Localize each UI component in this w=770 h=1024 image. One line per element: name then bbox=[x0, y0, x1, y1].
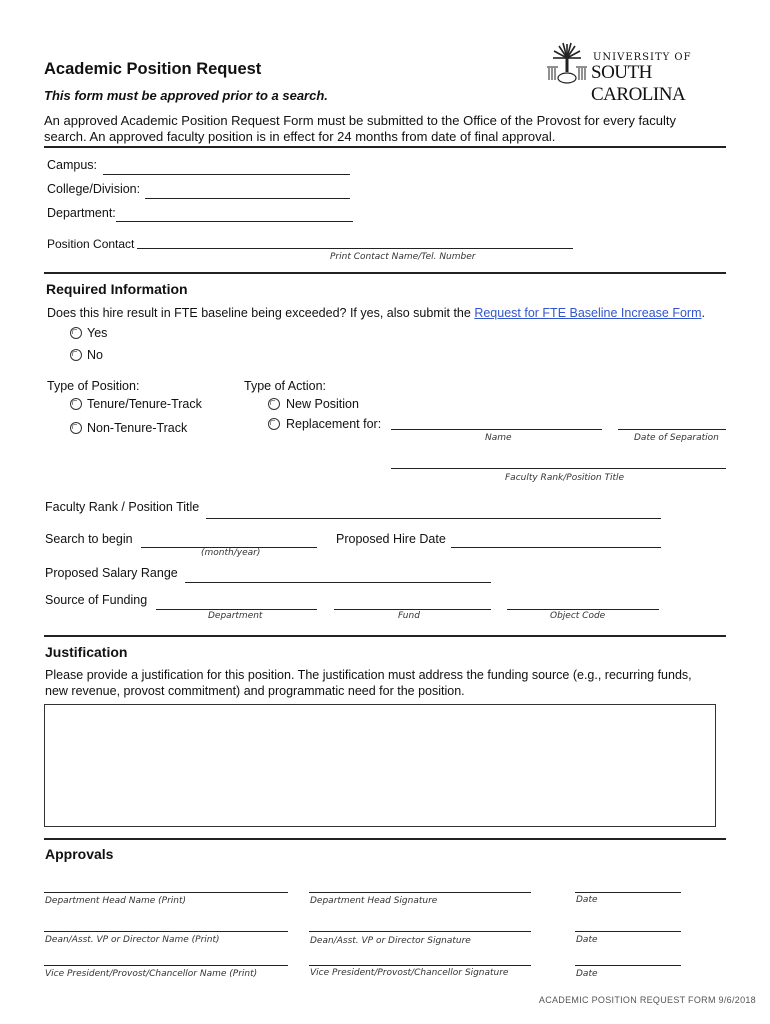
divider bbox=[44, 635, 726, 637]
fte-increase-form-link[interactable]: Request for FTE Baseline Increase Form bbox=[474, 306, 702, 320]
hire-date-field[interactable] bbox=[451, 547, 661, 548]
search-begin-label: Search to begin bbox=[45, 532, 133, 546]
position-contact-label: Position Contact bbox=[47, 237, 135, 251]
funding-fund-field[interactable] bbox=[334, 609, 491, 610]
tenure-track-radio[interactable] bbox=[70, 398, 82, 410]
replacement-label: Replacement for: bbox=[286, 417, 382, 431]
replacement-rank-field[interactable] bbox=[391, 468, 726, 469]
department-caption: Department bbox=[208, 611, 263, 621]
divider bbox=[44, 146, 726, 148]
salary-range-field[interactable] bbox=[185, 582, 491, 583]
approval-name-caption-2: Dean/Asst. VP or Director Name (Print) bbox=[45, 935, 220, 945]
approval-signature-field-2[interactable] bbox=[309, 931, 531, 932]
approval-date-field-2[interactable] bbox=[575, 931, 681, 932]
salary-range-label: Proposed Salary Range bbox=[45, 566, 178, 580]
fte-question-end: . bbox=[701, 306, 705, 320]
tenure-track-label: Tenure/Tenure-Track bbox=[87, 397, 202, 411]
college-field[interactable] bbox=[145, 198, 350, 199]
form-subtitle: This form must be approved prior to a search. bbox=[44, 88, 328, 103]
department-label: Department: bbox=[47, 206, 116, 220]
logo-text-bottom: SOUTH CAROLINA bbox=[591, 62, 686, 105]
approval-date-caption-1: Date bbox=[576, 895, 598, 905]
approval-signature-caption-1: Department Head Signature bbox=[310, 896, 438, 906]
approval-date-caption-2: Date bbox=[576, 935, 598, 945]
fte-question-text: Does this hire result in FTE baseline being exceeded? If yes, also submit the bbox=[47, 306, 471, 320]
justification-heading: Justification bbox=[45, 644, 128, 660]
approval-name-field-1[interactable] bbox=[44, 892, 288, 893]
campus-label: Campus: bbox=[47, 158, 98, 172]
divider bbox=[44, 838, 726, 840]
palmetto-seal-icon bbox=[545, 38, 589, 86]
date-separation-caption: Date of Separation bbox=[634, 433, 719, 443]
hire-date-label: Proposed Hire Date bbox=[336, 532, 446, 546]
intro-text: An approved Academic Position Request Form must be submitted to the Office of the Provost for every faculty search. An approved faculty position is in effect for 24 months from date of final approval. bbox=[44, 113, 677, 144]
fte-yes-label: Yes bbox=[87, 326, 108, 340]
fund-caption: Fund bbox=[398, 611, 420, 621]
fte-no-label: No bbox=[87, 348, 103, 362]
department-field[interactable] bbox=[116, 221, 353, 222]
faculty-rank-label: Faculty Rank / Position Title bbox=[45, 500, 200, 514]
contact-caption: Print Contact Name/Tel. Number bbox=[330, 252, 476, 262]
new-position-radio[interactable] bbox=[268, 398, 280, 410]
approval-name-caption-1: Department Head Name (Print) bbox=[45, 896, 187, 906]
approval-date-field-3[interactable] bbox=[575, 965, 681, 966]
name-caption: Name bbox=[485, 433, 512, 443]
approval-date-caption-3: Date bbox=[576, 969, 598, 979]
source-of-funding-label: Source of Funding bbox=[45, 593, 148, 607]
fte-yes-radio[interactable] bbox=[70, 327, 82, 339]
funding-department-field[interactable] bbox=[156, 609, 317, 610]
approval-name-caption-3: Vice President/Provost/Chancellor Name (Print) bbox=[45, 969, 258, 979]
position-contact-field[interactable] bbox=[137, 248, 573, 249]
replacement-name-field[interactable] bbox=[391, 429, 602, 430]
form-title: Academic Position Request bbox=[44, 60, 262, 78]
non-tenure-track-label: Non-Tenure-Track bbox=[87, 421, 188, 435]
faculty-rank-field[interactable] bbox=[206, 518, 661, 519]
fte-question bbox=[47, 306, 705, 320]
object-code-caption: Object Code bbox=[550, 611, 606, 621]
non-tenure-track-radio[interactable] bbox=[70, 422, 82, 434]
approval-signature-caption-3: Vice President/Provost/Chancellor Signature bbox=[310, 968, 509, 978]
logo-text-top: UNIVERSITY OF bbox=[593, 52, 692, 63]
approval-signature-caption-2: Dean/Asst. VP or Director Signature bbox=[310, 936, 471, 946]
funding-object-code-field[interactable] bbox=[507, 609, 659, 610]
type-of-action-label: Type of Action: bbox=[244, 379, 326, 393]
type-of-position-label: Type of Position: bbox=[47, 379, 140, 393]
form-footer: ACADEMIC POSITION REQUEST FORM 9/6/2018 bbox=[538, 995, 756, 1005]
month-year-caption: (month/year) bbox=[201, 548, 261, 558]
college-label: College/Division: bbox=[47, 182, 141, 196]
justification-textarea[interactable] bbox=[44, 704, 716, 827]
campus-field[interactable] bbox=[103, 174, 350, 175]
required-heading: Required Information bbox=[46, 281, 188, 297]
approval-name-field-3[interactable] bbox=[44, 965, 288, 966]
approval-name-field-2[interactable] bbox=[44, 931, 288, 932]
approval-signature-field-1[interactable] bbox=[309, 892, 531, 893]
approvals-heading: Approvals bbox=[45, 846, 114, 862]
separation-date-field[interactable] bbox=[618, 429, 726, 430]
fte-no-radio[interactable] bbox=[70, 349, 82, 361]
university-logo bbox=[545, 38, 730, 105]
divider bbox=[44, 272, 726, 274]
approval-date-field-1[interactable] bbox=[575, 892, 681, 893]
rank-caption: Faculty Rank/Position Title bbox=[505, 473, 625, 483]
replacement-radio[interactable] bbox=[268, 418, 280, 430]
justification-instructions: Please provide a justification for this position. The justification must address the funding source (e.g., recurring funds, new revenue, provost commitment) and programmatic need for the position. bbox=[45, 668, 692, 698]
approval-signature-field-3[interactable] bbox=[309, 965, 531, 966]
new-position-label: New Position bbox=[286, 397, 359, 411]
